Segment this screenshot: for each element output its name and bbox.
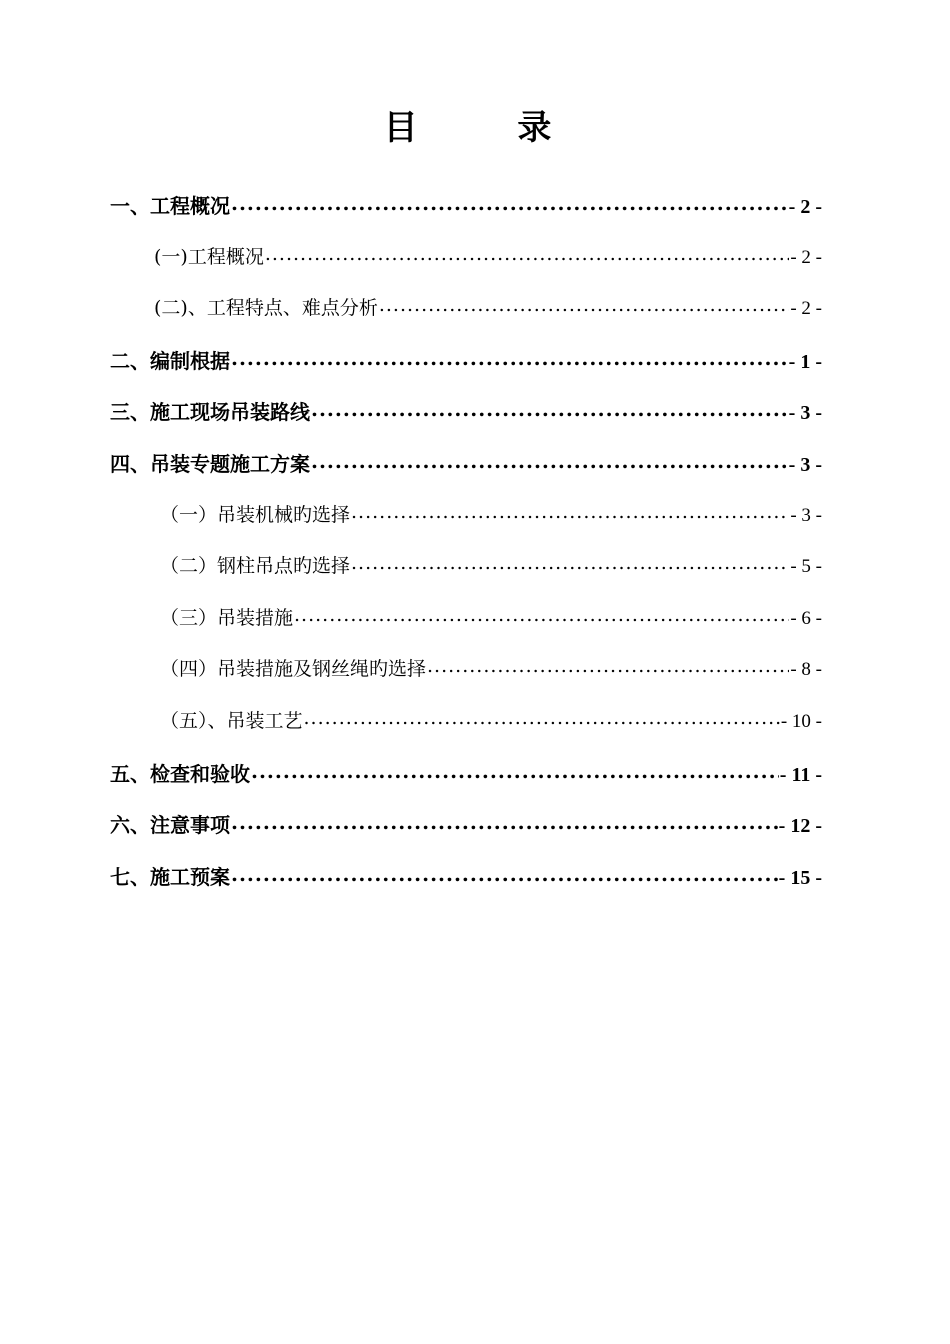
toc-entry[interactable]	[110, 396, 822, 448]
toc-entry-page: - 2 -	[790, 246, 822, 268]
toc-entry[interactable]	[110, 654, 822, 706]
toc-entry-page: - 12 -	[778, 815, 822, 838]
toc-entry-label: (一)工程概况	[154, 245, 264, 268]
dot-leader	[311, 451, 788, 471]
toc-entry-label: （五）、吊装工艺	[160, 709, 303, 732]
toc-entry-label: 四、吊装专题施工方案	[110, 451, 310, 476]
toc-entry-label: 五、检查和验收	[110, 761, 250, 786]
dot-leader	[251, 761, 779, 781]
dot-leader	[294, 605, 789, 624]
toc-entry-label: （一）吊装机械旳选择	[160, 503, 351, 526]
toc-entry-label: 七、施工预案	[110, 864, 230, 889]
toc-entry[interactable]	[110, 861, 822, 913]
toc-entry[interactable]	[110, 758, 822, 810]
toc-entry[interactable]	[110, 603, 822, 655]
dot-leader	[379, 295, 790, 314]
toc-entry-label: (二)、工程特点、难点分析	[154, 297, 378, 320]
toc-entry-label: 二、编制根据	[110, 348, 230, 373]
toc-entry[interactable]	[110, 345, 822, 397]
toc-entry[interactable]	[110, 500, 822, 552]
toc-entry-page: - 1 -	[788, 350, 822, 373]
toc-entry-label: 一、工程概况	[110, 194, 230, 218]
toc-entry-label: 六、注意事项	[110, 813, 230, 838]
dot-leader	[231, 812, 778, 832]
toc-entry-page: - 2 -	[788, 196, 822, 218]
dot-leader	[351, 502, 789, 521]
dot-leader	[311, 399, 788, 419]
dot-leader	[231, 864, 778, 884]
toc-entry-page: - 8 -	[790, 659, 822, 681]
dot-leader	[231, 193, 788, 213]
toc-entry-label: 三、施工现场吊装路线	[110, 400, 310, 425]
dot-leader	[265, 244, 790, 263]
toc-entry-page: - 3 -	[788, 402, 822, 425]
toc-entry[interactable]	[110, 551, 822, 603]
toc-entry-label: （二）钢柱吊点旳选择	[160, 555, 351, 578]
toc-entry-page: - 11 -	[779, 763, 822, 786]
toc-entry[interactable]	[110, 242, 822, 294]
toc-entry-page: - 2 -	[790, 298, 822, 320]
dot-leader	[231, 348, 788, 368]
toc-entry[interactable]	[110, 448, 822, 500]
toc-entry[interactable]	[110, 809, 822, 861]
dot-leader	[304, 708, 780, 727]
toc-entry-page: - 3 -	[788, 453, 822, 476]
toc-entry-page: - 15 -	[778, 866, 822, 889]
toc-entry-page: - 5 -	[790, 556, 822, 578]
dot-leader	[427, 656, 789, 675]
toc-entry-page: - 3 -	[790, 504, 822, 526]
dot-leader	[351, 553, 789, 572]
toc-entry[interactable]	[110, 293, 822, 345]
toc-title: 目 录	[383, 108, 596, 148]
toc-entry-page: - 10 -	[780, 710, 822, 732]
toc-entry[interactable]	[110, 190, 822, 242]
toc-list	[110, 190, 822, 912]
toc-entry-page: - 6 -	[790, 607, 822, 629]
toc-entry[interactable]	[110, 706, 822, 758]
toc-entry-label: （四）吊装措施及钢丝绳旳选择	[160, 658, 427, 681]
toc-entry-label: （三）吊装措施	[160, 606, 294, 629]
